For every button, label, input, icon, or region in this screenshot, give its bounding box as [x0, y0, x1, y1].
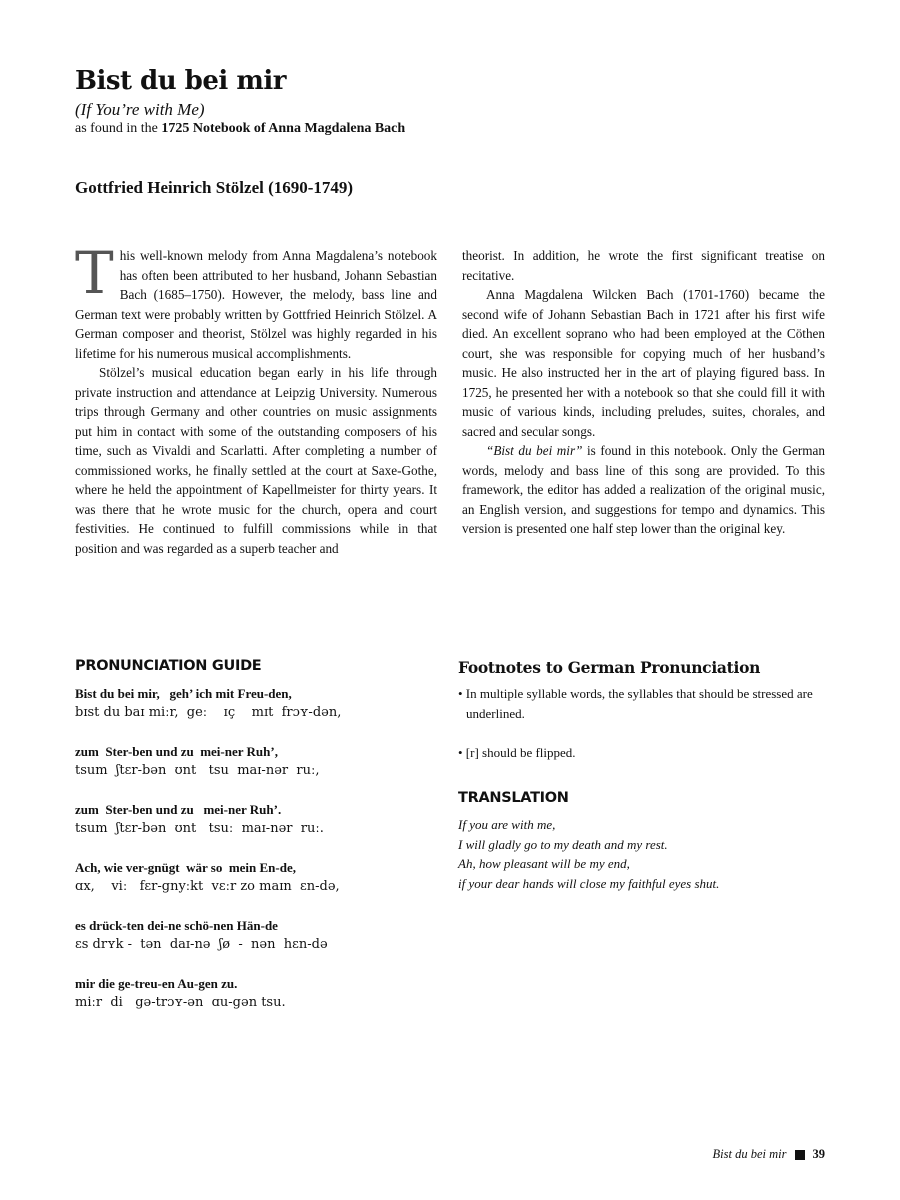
pronunciation-line [75, 684, 445, 742]
intro-paragraph-4-text: is found in this notebook. Only the German words, melody and bass line of this song are provided. To this framework, the editor has added a realization of the original music, an English version, and suggestions for tempo and dynamics. This version is presented one half step lower than the original key. [462, 443, 825, 536]
footnotes-list [458, 684, 828, 763]
footer-title: Bist du bei mir [712, 1147, 787, 1161]
pronunciation-line [75, 742, 445, 800]
translation-heading: TRANSLATION [458, 790, 569, 806]
intro-column-left [75, 239, 437, 558]
composer-heading: Gottfried Heinrich Stölzel (1690-1749) [75, 178, 354, 197]
ipa-text: bɪst du baɪ miːr, geː ɪç mɪt frɔʏ-dən, [75, 705, 342, 720]
german-text: zum Ster-ben und zu mei-ner Ruh’. [75, 802, 282, 817]
intro-paragraph-2-cont: theorist. In addition, he wrote the first significant treatise on recitative. [462, 248, 825, 283]
ipa-text: miːr di gə-trɔʏ-ən ɑu-gən tsu. [75, 995, 286, 1010]
translation-line: I will gladly go to my death and my rest. [458, 836, 668, 852]
intro-paragraph-4 [462, 441, 825, 539]
german-text: es drück-ten dei-ne schö-nen Hän-de [75, 918, 278, 933]
german-text: mir die ge-treu-en Au-gen zu. [75, 976, 238, 991]
pronunciation-line [75, 858, 445, 916]
german-text: Bist du bei mir, geh’ ich mit Freu-den, [75, 686, 292, 701]
page-title: Bist du bei mir [75, 66, 286, 96]
intro-paragraph-3: Anna Magdalena Wilcken Bach (1701-1760) became the second wife of Johann Sebastian Bach in 1721 after his first wife died. An excellent soprano who had been employed at the Cöthen court, she was responsible for copying much of her husband’s music. He also instructed her in the art of playing figured bass. In 1725, he presented her with a notebook so that she could fill it with music of various kinds, including preludes, suites, chorales, and sacred and secular songs. [462, 287, 825, 439]
footnotes-heading: Footnotes to German Pronunciation [458, 658, 761, 677]
pronunciation-line [75, 800, 445, 858]
ipa-text: tsum ʃtɛr-bən ʊnt tsuː maɪ-nər ruː. [75, 821, 324, 836]
page-footer [713, 1147, 825, 1162]
german-text: Ach, wie ver-gnügt wär so mein En-de, [75, 860, 296, 875]
source-line [75, 121, 405, 137]
page-subtitle: (If You’re with Me) [75, 100, 205, 119]
drop-cap: T [75, 239, 114, 307]
german-text: zum Ster-ben und zu mei-ner Ruh’, [75, 744, 278, 759]
translation-line: Ah, how pleasant will be my end, [458, 856, 630, 871]
intro-paragraph-2: Stölzel’s musical education began early in his life through private instruction and attendance at Leipzig University. Numerous trips through Germany and other countries on music assignments put him in contact with some of the outstanding composers of his time, such as Vivaldi and Scarlatti. After completing a number of commissioned works, he finally settled at the court at Saxe-Gothe, where he held the appointment of Kapellmeister for thirty years. It was there that he wrote music for the church, opera and court festivities. He continued to fulfill commissions while in that position and was regarded as a superb teacher and [75, 365, 437, 556]
source-title: 1725 Notebook of Anna Magdalena Bach [161, 121, 406, 136]
pronunciation-line [75, 974, 445, 1032]
translation-text [458, 815, 719, 893]
translation-line: if your dear hands will close my faithful eyes shut. [458, 875, 720, 891]
ipa-text: tsum ʃtɛr-bən ʊnt tsu maɪ-nər ruː, [75, 763, 320, 778]
pronunciation-guide [75, 684, 445, 1032]
intro-column-right [462, 246, 825, 539]
source-prefix: as found in the [75, 121, 162, 136]
intro-paragraph-1 [75, 239, 437, 363]
footnote-item: • In multiple syllable words, the syllables that should be stressed are underlined. [458, 686, 813, 721]
translation-line: If you are with me, [458, 817, 556, 832]
page-number: 39 [812, 1147, 825, 1161]
ipa-text: ɛs drʏk - tən daɪ-nə ʃø - nən hɛn-də [75, 937, 328, 952]
pronunciation-line [75, 916, 445, 974]
pronunciation-heading: PRONUNCIATION GUIDE [75, 658, 262, 674]
footnote-item: • [r] should be flipped. [458, 745, 576, 760]
intro-paragraph-1-text: his well-known melody from Anna Magdalena’s notebook has often been attributed to her husband, Johann Sebastian Bach (1685–1750). However, the melody, bass line and German text were probably written by Gottfried Heinrich Stölzel. A German composer and theorist, Stölzel was highly regarded in his lifetime for his numerous musical accomplishments. [75, 248, 437, 361]
song-title-ref: “Bist du bei mir” [486, 443, 583, 458]
square-bullet-icon [795, 1150, 805, 1160]
ipa-text: ɑx, viː fɛr-gnyːkt vɛːr zo maɪn ɛn-də, [75, 879, 340, 894]
